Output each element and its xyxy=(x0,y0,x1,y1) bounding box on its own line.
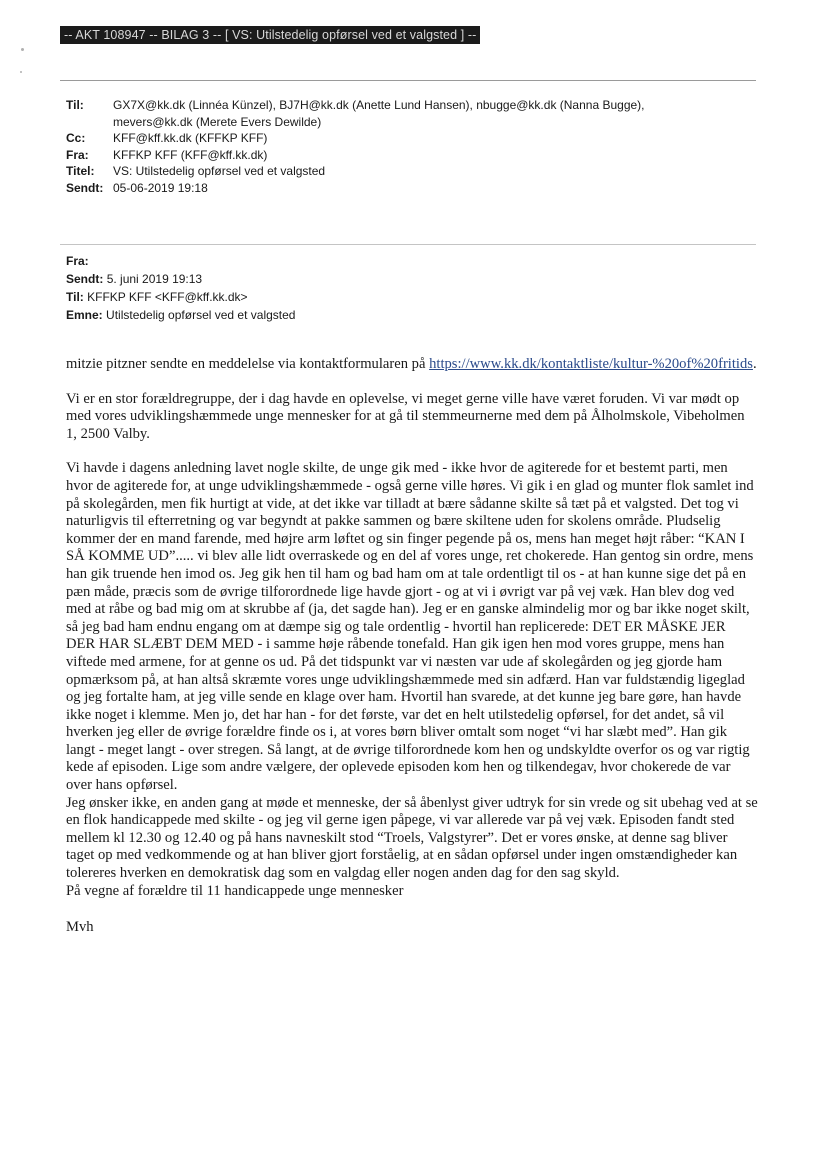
from-label: Fra: xyxy=(66,147,89,162)
inner-from-label: Fra: xyxy=(66,254,89,268)
header-divider xyxy=(60,80,756,81)
inner-email-header xyxy=(66,252,756,324)
closing-line: Mvh xyxy=(66,919,94,936)
inner-sent-label: Sendt: xyxy=(66,272,104,286)
header-to-row xyxy=(66,97,756,130)
header-cc-row xyxy=(66,130,756,147)
scan-speck xyxy=(20,71,22,73)
to-label: Til: xyxy=(66,98,84,112)
paragraph-2: Vi havde i dagens anledning lavet nogle skilte, de unge gik med - ikke hvor de agiterede for et bestemt parti, men hvor de agiterede for, at unge udviklingshæmmede - også gerne ville høres. Vi gik i en glad og munter flok samlet ind på skolegården, men fik hurtigt at vide, at det ikke var tilladt at bære sådanne skilte så tæt på et valgsted. Det tog vi naturligvis til efterretning og var begyndt at pakke sammen og bære skiltene uden for skolens område. Pludselig kommer der en mand farende, med højre arm løftet og sin finger pegende på os, mens han meget højt råber: “KAN I SÅ KOMME UD”..... vi blev alle lidt overraskede og en del af vores unge, ret chokerede. Han gentog sin ordre, mens han gik truende hen imod os. Jeg gik hen til ham og bad ham om at tale ordentligt til os - at han kunne sige det på en pæn måde, præcis som de øvrige tilforordnede lige havde gjort - og at vi i øvrigt var på vej væk. Han blev dog ved med at råbe og bad mig om at skrubbe af (ja, det sagde han). Jeg er en ganske almindelig mor og bar ikke noget skilt, så jeg bad ham endnu engang om at dæmpe sig og tale ordentlig - hvortil han replicerede: DET ER MÅSKE JER DER HAR SLÆBT DEM MED - i samme høje råbende tonefald. Han gik igen hen mod vores gruppe, mens han viftede med armene, for at genne os ud. På det tidspunkt var vi næsten var ude af skolegården og jeg gjorde ham opmærksom på, at han altså skræmte vores unge udviklingshæmmede med sin adfærd. Han var fuldstændig ligeglad og jeg fortalte ham, at jeg ville sende en klage over ham. Hvortil han svarede, at det kunne jeg bare gøre, han havde ikke noget i klemme. Men jo, det har han - for det første, var det en helt utilstedelig opførsel, for det andet, så vil hverken jeg eller de øvrige forældre finde os i, at vores børn bliver omtalt som noget “vi har slæbt med”. Han gik langt - meget langt - over stregen. Så langt, at de øvrige tilforordnede kom hen og undskyldte overfor os og var rigtig kede af episoden. Lige som andre vælgere, der oplevede episoden kom hen og tilkendegav, hvor chokerede de var over hans opførsel. xyxy=(66,460,754,794)
intro-end: . xyxy=(752,356,757,372)
inner-from-row xyxy=(66,252,756,270)
header-title-row xyxy=(66,163,756,180)
message-body xyxy=(66,356,758,937)
from-value: KFFKP KFF (KFF@kff.kk.dk) xyxy=(113,147,268,162)
signoff-line: På vegne af forældre til 11 handicappede unge mennesker xyxy=(66,882,404,899)
to-recipients-line2: mevers@kk.dk (Merete Evers Dewilde) xyxy=(113,114,322,129)
paragraph-3: Jeg ønsker ikke, en anden gang at møde et menneske, der så åbenlyst giver udtryk for sin vrede og sit ubehag ved at se en flok handicappede med skilte - og jeg vil gerne igen påpege, vi var allerede var på vej væk. Episoden fandt sted mellem kl 12.30 og 12.40 og på hans navneskilt stod “Troels, Valgstyrer”. Det er vores ønske, at denne sag bliver taget op med vedkommende og at han bliver gjort forståelig, at en sådan opførsel under ingen omstændigheder kan tolereres hverken en demokratisk dag som en valgdag eller nogen anden dag for den sag skyld. xyxy=(66,794,758,882)
contact-form-link[interactable]: https://www.kk.dk/kontaktliste/kultur-%20of%20fritids xyxy=(429,356,753,372)
cc-label: Cc: xyxy=(66,131,86,145)
outer-email-header xyxy=(66,97,756,196)
header-sent-row xyxy=(66,180,756,197)
sent-value: 05-06-2019 19:18 xyxy=(113,180,208,195)
inner-to-value: KFFKP KFF <KFF@kff.kk.dk> xyxy=(87,290,248,304)
title-label: Titel: xyxy=(66,164,95,178)
inner-subject-label: Emne: xyxy=(66,308,103,322)
forward-divider xyxy=(60,244,756,245)
inner-subject-value: Utilstedelig opførsel ved et valgsted xyxy=(106,308,296,322)
inner-to-row xyxy=(66,288,756,306)
sent-label: Sendt: xyxy=(66,180,104,195)
to-recipients xyxy=(113,97,756,130)
paragraph-1: Vi er en stor forældregruppe, der i dag havde en oplevelse, vi meget gerne ville have været foruden. Vi var mødt op med vores udviklingshæmmede unge mennesker for at gå til stemmeurnerne med dem på Ålholmskole, Vibeholmen 1, 2500 Valby. xyxy=(66,390,745,442)
inner-sent-value: 5. juni 2019 19:13 xyxy=(106,272,203,286)
intro-paragraph xyxy=(66,356,758,374)
inner-sent-row xyxy=(66,270,756,288)
inner-subject-row xyxy=(66,306,756,324)
header-from-row xyxy=(66,147,756,164)
title-value: VS: Utilstedelig opførsel ved et valgsted xyxy=(113,164,326,178)
inner-to-label: Til: xyxy=(66,290,84,304)
cc-value: KFF@kff.kk.dk (KFFKP KFF) xyxy=(113,131,268,145)
intro-text: mitzie pitzner sendte en meddelelse via kontaktformularen på xyxy=(66,356,430,372)
to-recipients-line1: GX7X@kk.dk (Linnéa Künzel), BJ7H@kk.dk (Anette Lund Hansen), nbugge@kk.dk (Nanna Bugge), xyxy=(113,98,645,112)
case-banner: -- AKT 108947 -- BILAG 3 -- [ VS: Utilstedelig opførsel ved et valgsted ] -- xyxy=(60,26,480,44)
scan-speck xyxy=(21,48,24,51)
